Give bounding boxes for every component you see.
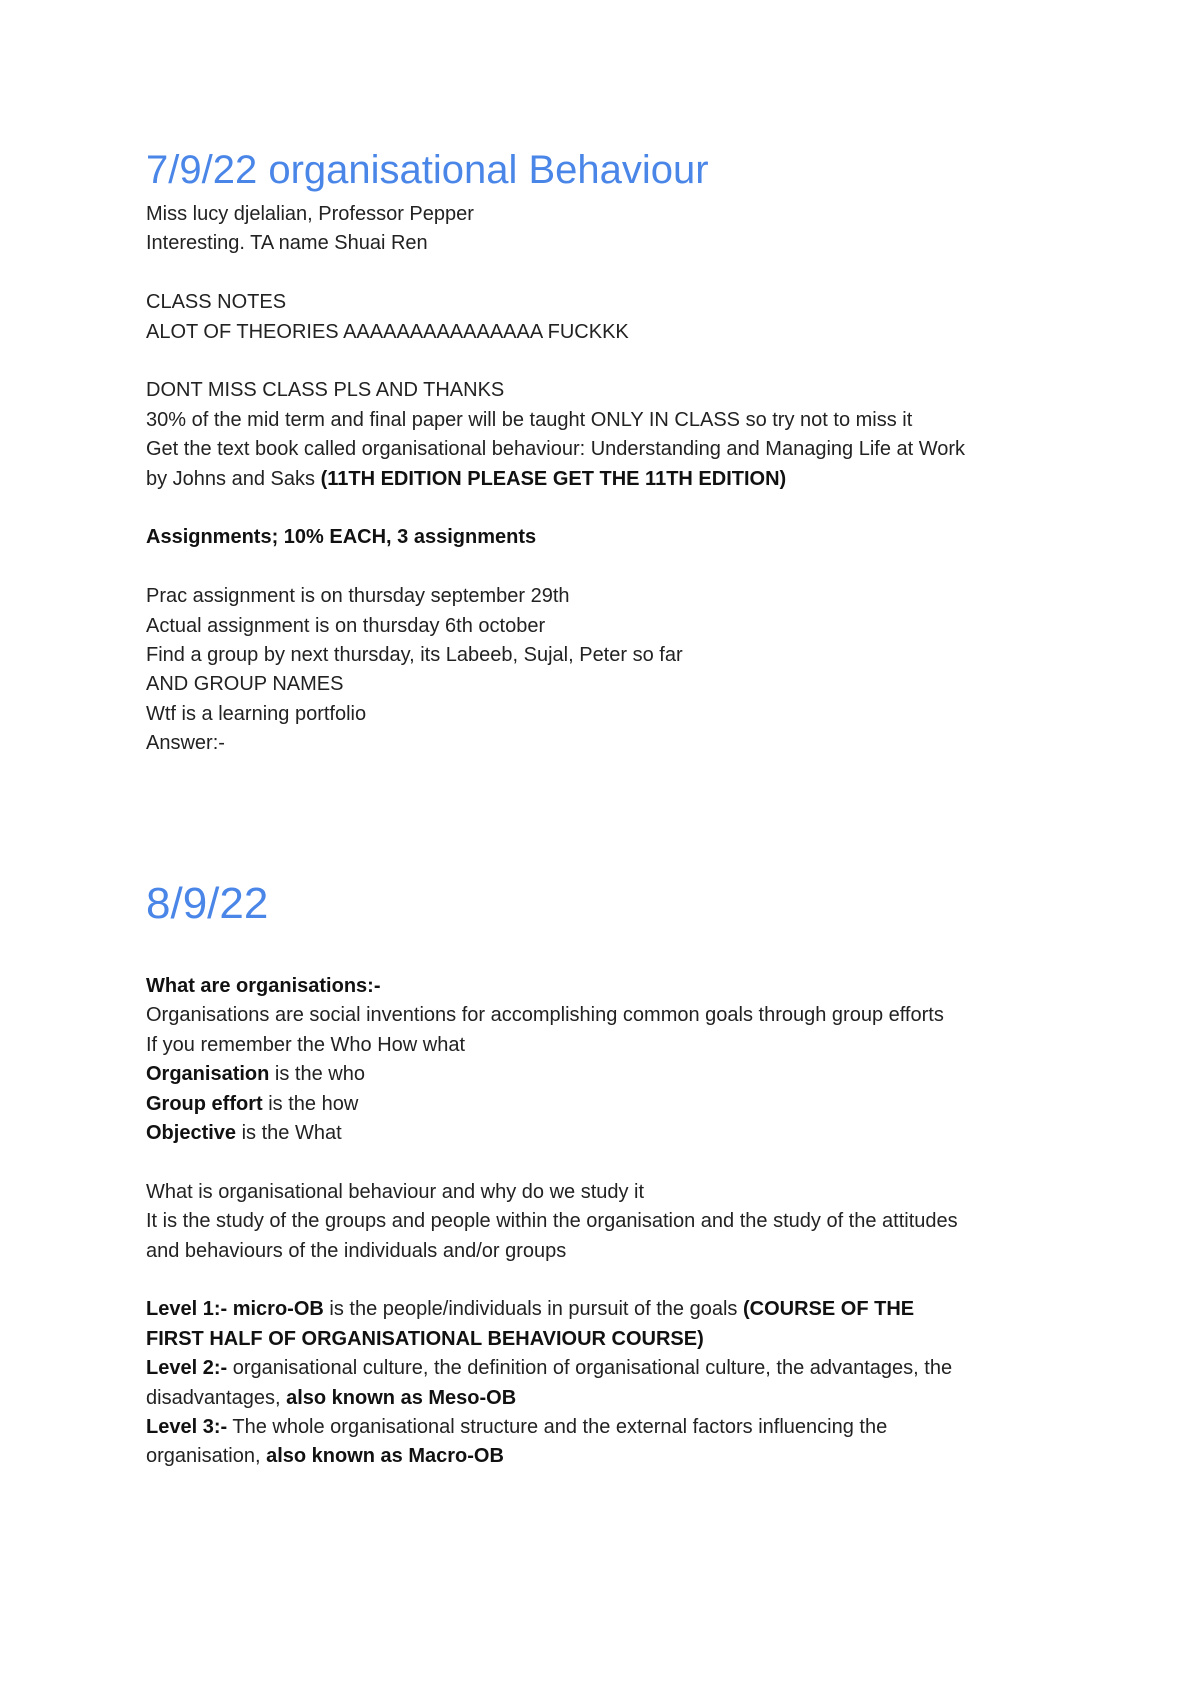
textbook-line: Get the text book called organisational behaviour: Understanding and Managing Life at Work: [146, 438, 966, 461]
level1-desc: is the people/individuals in pursuit of the goals: [323, 1298, 743, 1321]
textbook-author-text: by Johns and Saks: [146, 467, 321, 490]
textbook-author-line: [146, 465, 1106, 494]
section-heading: 8/9/22: [146, 879, 269, 928]
organisation-term: Organisation: [146, 1063, 270, 1086]
objective-term: Objective: [146, 1122, 237, 1145]
group-line: Find a group by next thursday, its Labeeb, Sujal, Peter so far: [146, 644, 683, 667]
level1-line: [146, 1295, 1106, 1324]
level3-line-2: [146, 1442, 1106, 1471]
ta-line: Interesting. TA name Shuai Ren: [146, 232, 428, 255]
spacer: [146, 1148, 1106, 1177]
organisation-desc: is the who: [269, 1063, 365, 1086]
spacer: [146, 494, 1106, 523]
section-7-9-22: [146, 146, 1106, 759]
level3-desc-2: organisation,: [146, 1445, 267, 1468]
portfolio-line: Wtf is a learning portfolio: [146, 702, 367, 725]
level3-aka: also known as Macro-OB: [266, 1445, 504, 1468]
theories-line: ALOT OF THEORIES AAAAAAAAAAAAAAA FUCKKK: [146, 320, 629, 343]
teachers-line: Miss lucy djelalian, Professor Pepper: [146, 203, 474, 225]
level2-label: Level 2:-: [146, 1357, 228, 1380]
level3-line: [146, 1413, 1106, 1442]
study-line-2: and behaviours of the individuals and/or groups: [146, 1239, 567, 1262]
level2-line: [146, 1354, 1106, 1383]
level3-label: Level 3:-: [146, 1416, 228, 1439]
what-are-line: [146, 972, 1106, 1001]
study-line-1: It is the study of the groups and people within the organisation and the study of the attitudes: [146, 1210, 958, 1233]
assignments-line: [146, 523, 1106, 552]
group-effort-term: Group effort: [146, 1092, 263, 1115]
dont-miss-line: DONT MISS CLASS PLS AND THANKS: [146, 379, 505, 402]
level1-label: Level 1:- micro-OB: [146, 1298, 324, 1321]
objective-desc: is the What: [236, 1122, 342, 1145]
level2-desc: organisational culture, the definition of organisational culture, the advantages, the: [227, 1357, 953, 1380]
remember-line: If you remember the Who How what: [146, 1033, 466, 1056]
objective-line: [146, 1119, 1106, 1148]
group-effort-desc: is the how: [262, 1092, 359, 1115]
what-are-heading: What are organisations:-: [146, 975, 381, 997]
level1-note-2: FIRST HALF OF ORGANISATIONAL BEHAVIOUR COURSE): [146, 1327, 704, 1350]
actual-line: Actual assignment is on thursday 6th october: [146, 614, 546, 637]
level2-line-2: [146, 1384, 1106, 1413]
spacer: [146, 1266, 1106, 1295]
spacer: [146, 259, 1106, 288]
what-is-ob-line: What is organisational behaviour and why do we study it: [146, 1180, 645, 1203]
spacer: [146, 553, 1106, 582]
edition-note: (11TH EDITION PLEASE GET THE 11TH EDITION): [320, 467, 787, 490]
level2-aka: also known as Meso-OB: [286, 1386, 517, 1409]
section-8-9-22: [146, 876, 1106, 1472]
prac-line: Prac assignment is on thursday september 29th: [146, 585, 570, 608]
level2-desc-2: disadvantages,: [146, 1386, 287, 1409]
assignments-heading: Assignments; 10% EACH, 3 assignments: [146, 526, 537, 549]
thirty-percent-line: 30% of the mid term and final paper will be taught ONLY IN CLASS so try not to miss it: [146, 408, 913, 431]
answer-line: Answer:-: [146, 732, 225, 755]
organisation-line: [146, 1060, 1106, 1089]
level1-line-2: [146, 1325, 1106, 1354]
level1-note-1: (COURSE OF THE: [742, 1298, 915, 1321]
section-heading: 7/9/22 organisational Behaviour: [146, 148, 709, 192]
class-notes-line: CLASS NOTES: [146, 291, 287, 314]
group-effort-line: [146, 1090, 1106, 1119]
group-names-line: AND GROUP NAMES: [146, 673, 344, 696]
spacer: [146, 347, 1106, 376]
definition-line: Organisations are social inventions for accomplishing common goals through group efforts: [146, 1004, 944, 1027]
level3-desc: The whole organisational structure and the external factors influencing the: [227, 1416, 888, 1439]
